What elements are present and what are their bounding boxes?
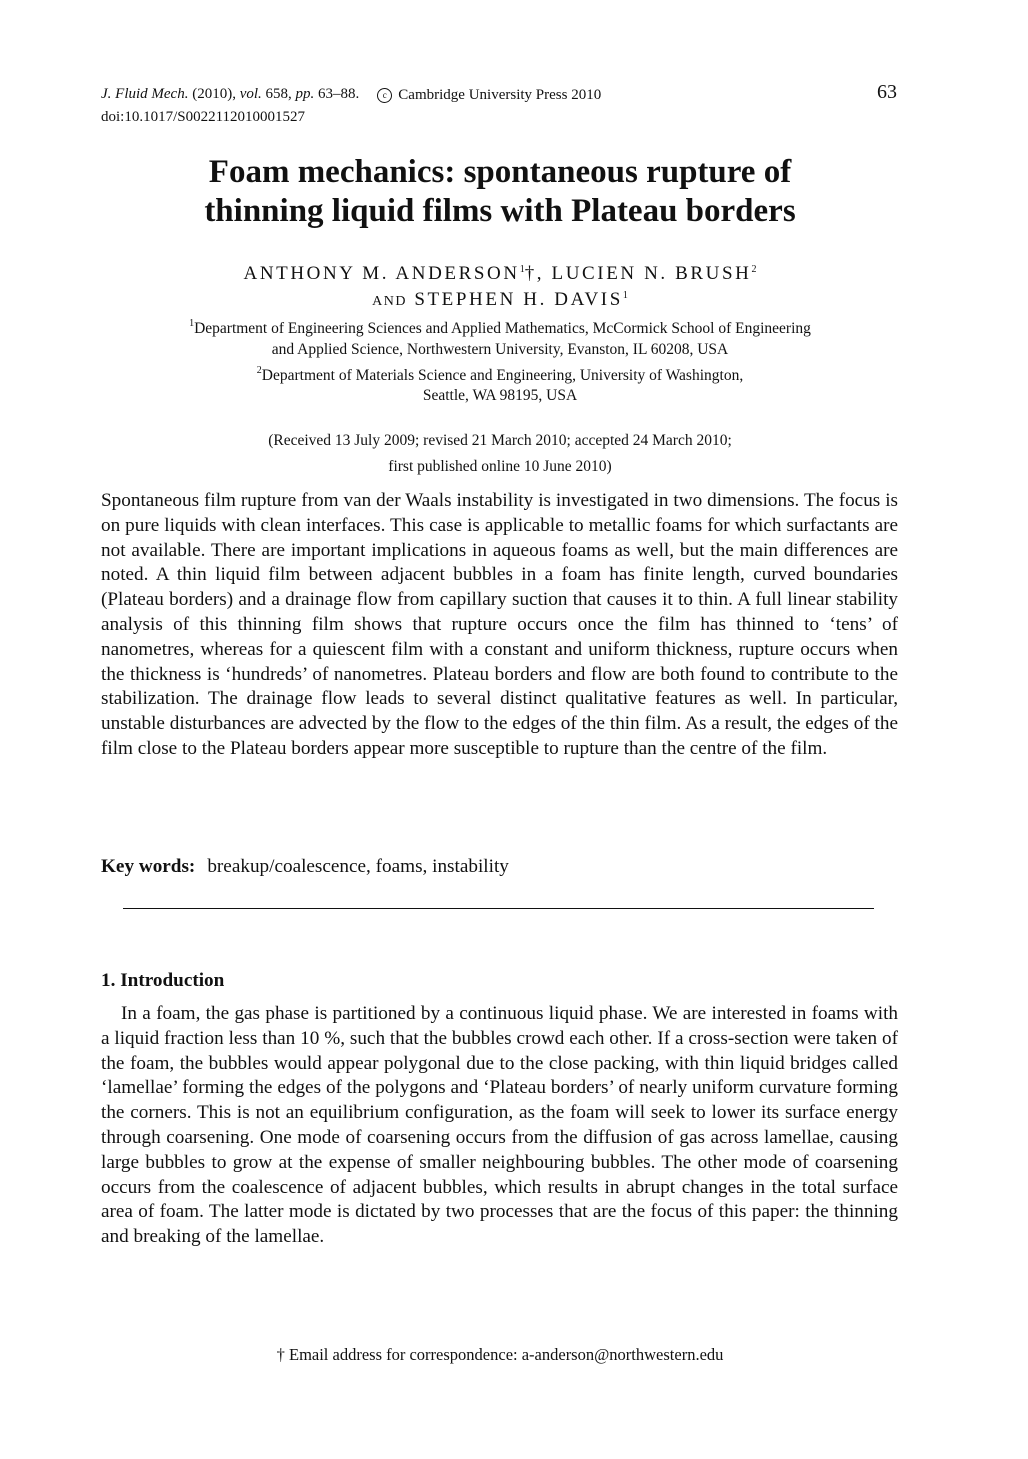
abstract: Spontaneous film rupture from van der Waals instability is investigated in two dimensions. The focus is on pure liquids with clean interfaces. This case is applicable to metallic foams for which surfactants are not available. There are important implications in aqueous foams as well, but the main differences are noted. A thin liquid film between adjacent bubbles in a foam has finite length, curved boundaries (Plateau borders) and a drainage flow from capillary suction that causes it to thin. A full linear stability analysis of this thinning film shows that rupture occurs once the film has thinned to ‘tens’ of nanometres, whereas for a quiescent film with a constant and uniform thickness, rupture occurs when the thickness is ‘hundreds’ of nanometres. Plateau borders and flow are both found to contribute to the stabilization. The drainage flow leads to several distinct qualitative features as well. In particular, unstable disturbances are advected by the flow to the edges of the thin film. As a result, the edges of the film close to the Plateau borders appear more susceptible to rupture than the centre of the film. — [101, 490, 898, 759]
keywords-value: breakup/coalescence, foams, instability — [207, 856, 509, 877]
affiliation-2-line-1 — [100, 366, 900, 386]
correspondence-footnote: † Email address for correspondence: a-anderson@northwestern.edu — [276, 1345, 724, 1364]
affiliation-1 — [100, 318, 900, 360]
author-list — [100, 261, 900, 315]
affiliation-1-text-1: Department of Engineering Sciences and Applied Mathematics, McCormick School of Engineering — [194, 320, 811, 337]
copyright-icon: c — [377, 88, 392, 103]
author-separator: , — [536, 263, 552, 284]
copyright-notice — [377, 85, 601, 106]
affiliation-1-number: 1 — [189, 318, 195, 329]
page-number: 63 — [877, 81, 897, 103]
page-range: 63–88. — [318, 86, 360, 102]
citation-line — [101, 84, 601, 106]
affiliation-2 — [100, 366, 900, 406]
keywords — [101, 856, 509, 878]
year: (2010), — [192, 86, 236, 102]
volume-number: 658, — [265, 86, 292, 102]
author-conjunction: AND — [372, 294, 407, 309]
pages-label: pp. — [295, 86, 315, 102]
keywords-label: Key words: — [101, 856, 196, 877]
author-1-dagger: † — [524, 263, 537, 284]
author-1: ANTHONY M. ANDERSON — [243, 263, 520, 284]
volume-label: vol. — [239, 86, 262, 102]
paper-title — [100, 153, 900, 231]
copyright-text: Cambridge University Press 2010 — [398, 87, 602, 103]
author-2-affiliation: 2 — [751, 264, 757, 275]
introduction-paragraph: In a foam, the gas phase is partitioned by a continuous liquid phase. We are interested in foams with a liquid fraction less than 10 %, such that the bubbles crowd each other. If a cross-section were taken of the foam, the bubbles would appear polygonal due to the close packing, with thin liquid bridges called ‘lamellae’ forming the edges of the polygons and ‘Plateau borders’ of nearly uniform curvature forming the corners. This is not an equilibrium configuration, as the foam will seek to lower its surface energy through coarsening. One mode of coarsening occurs from the diffusion of gas across lamellae, causing large bubbles to grow at the expense of smaller neighbouring bubbles. The other mode of coarsening occurs from the coalescence of adjacent bubbles, which results in abrupt changes in the total surface area of foam. The latter mode is dictated by two processes that are the focus of this paper: the thinning and breaking of the lamellae. — [101, 1003, 898, 1248]
doi[interactable]: doi:10.1017/S0022112010001527 — [101, 109, 306, 125]
author-3-affiliation: 1 — [622, 290, 628, 301]
received-line-1: (Received 13 July 2009; revised 21 March 2010; accepted 24 March 2010; — [268, 432, 732, 449]
title-line-2: thinning liquid films with Plateau borders — [204, 193, 796, 229]
title-line-1: Foam mechanics: spontaneous rupture of — [208, 154, 792, 190]
section-divider — [123, 908, 874, 909]
author-3: STEPHEN H. DAVIS — [414, 289, 623, 310]
received-line-2: first published online 10 June 2010) — [388, 458, 612, 475]
affiliation-2-line-2: Seattle, WA 98195, USA — [422, 387, 578, 404]
author-1-affiliation: 1 — [519, 264, 525, 275]
author-2: LUCIEN N. BRUSH — [551, 263, 752, 284]
affiliation-1-line-1 — [100, 318, 900, 339]
journal-name: J. Fluid Mech. — [101, 86, 189, 102]
affiliation-1-line-2: and Applied Science, Northwestern University, Evanston, IL 60208, USA — [271, 341, 729, 358]
affiliation-2-number: 2 — [256, 365, 262, 376]
section-heading: 1. Introduction — [101, 970, 225, 991]
authors-line-1 — [100, 261, 900, 287]
affiliation-2-text-1: Department of Materials Science and Engineering, University of Washington, — [261, 367, 744, 384]
authors-line-2 — [100, 287, 900, 315]
received-dates — [100, 428, 900, 480]
